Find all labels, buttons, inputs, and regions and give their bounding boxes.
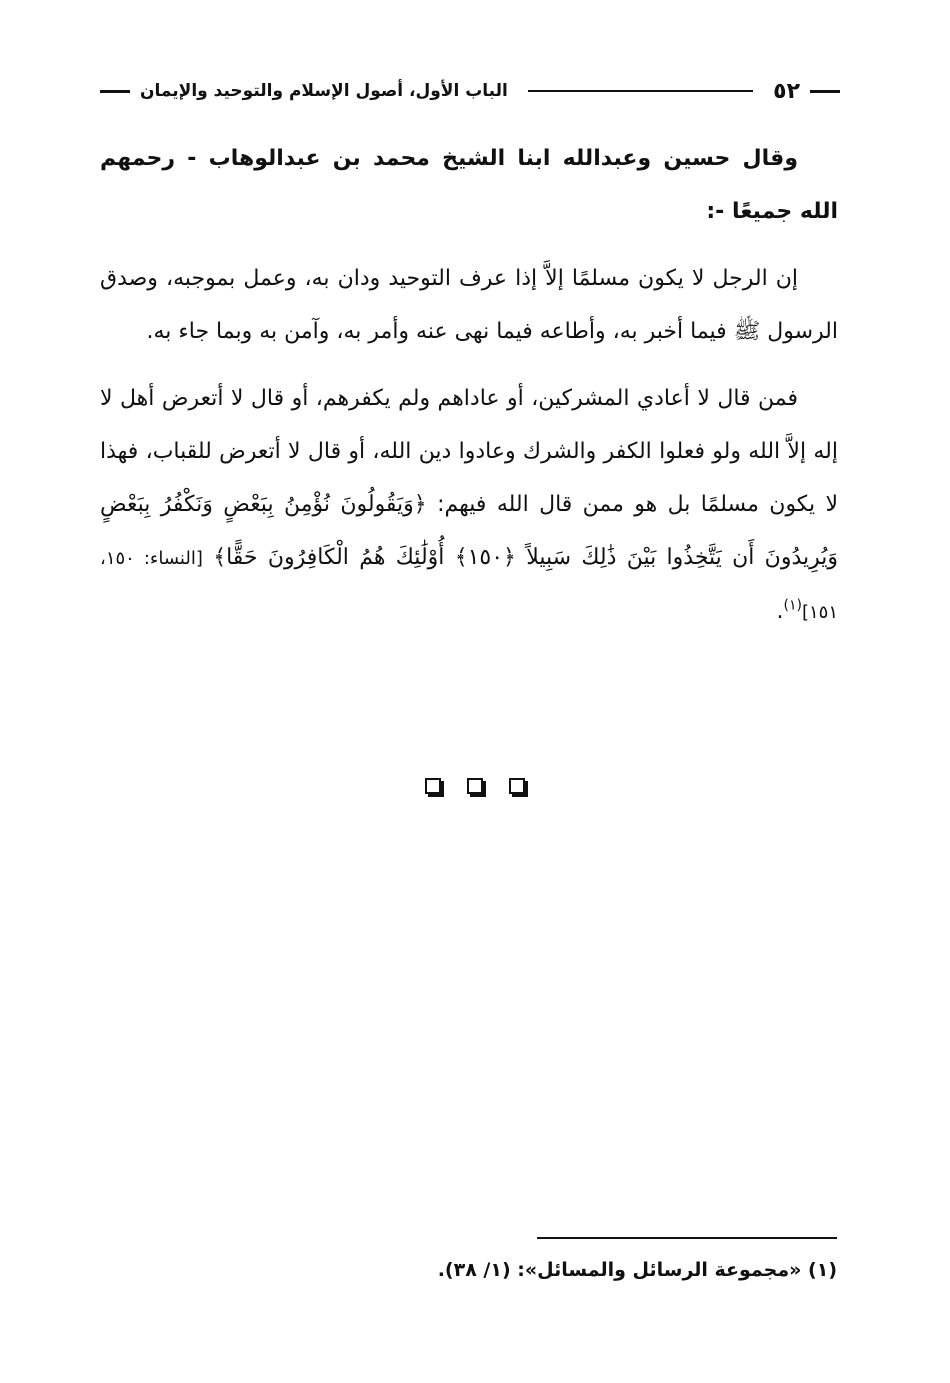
paragraph: إن الرجل لا يكون مسلمًا إلاَّ إذا عرف التوحيد ودان به، وعمل بموجبه، وصدق الرسول ﷺ فيما أخبر به، وأطاعه فيما نهى عنه وأمر به، وآمن به وبما جاء به.: [100, 266, 838, 344]
paragraph-with-ayah: [100, 372, 838, 639]
chapter-title: الباب الأول، أصول الإسلام والتوحيد والإيمان: [140, 81, 508, 101]
verse-reference: [النساء: ١٥٠، ١٥١]: [100, 548, 838, 623]
footnote: (١) «مجموعة الرسائل والمسائل»: (١/ ٣٨).: [437, 1259, 837, 1281]
square-ornament-icon: [509, 778, 525, 794]
footnote-marker: (١): [783, 597, 802, 614]
footnote-rule: [537, 1237, 837, 1239]
running-header: [100, 74, 840, 108]
square-ornament-icon: [425, 778, 441, 794]
section-separator: [425, 778, 525, 798]
main-text: [100, 132, 838, 653]
intro-paragraph: وقال حسين وعبدالله ابنا الشيخ محمد بن عبدالوهاب - رحمهم الله جميعًا -:: [100, 146, 838, 224]
end-punctuation: .: [776, 599, 784, 624]
quran-verse: ﴿وَيَقُولُونَ نُؤْمِنُ بِبَعْضٍ وَنَكْفُرُ بِبَعْضٍ وَيُرِيدُونَ أَن يَتَّخِذُوا بَيْنَ ذَٰلِكَ سَبِيلاً ﴿١٥٠﴾ أُوْلَٰئِكَ هُمُ الْكَافِرُونَ حَقًّا﴾: [100, 492, 839, 570]
header-dash: [810, 90, 840, 93]
header-rule: [528, 90, 753, 92]
paragraph-text: فمن قال لا أعادي المشركين، أو عاداهم ولم يكفرهم، أو قال لا أتعرض أهل لا إله إلاَّ الله ولو فعلوا الكفر والشرك وعادوا دين الله، أو قال لا أتعرض للقباب، فهذا لا يكون مسلمًا بل هو ممن قال الله فيهم:: [100, 386, 839, 517]
header-dash: [100, 90, 130, 93]
square-ornament-icon: [467, 778, 483, 794]
page-number: ٥٢: [773, 78, 800, 104]
